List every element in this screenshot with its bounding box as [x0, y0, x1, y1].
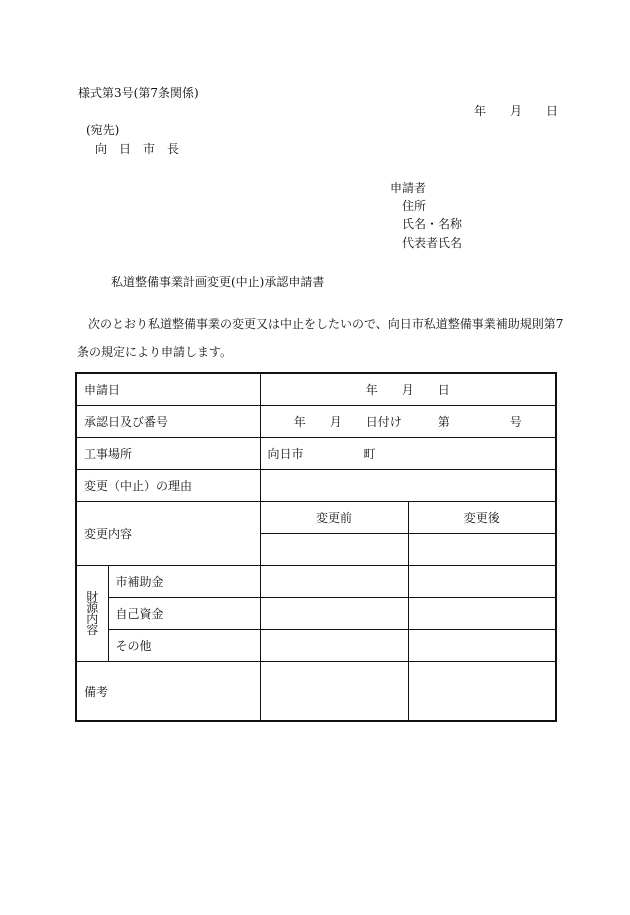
site-value: 向日市 町 [260, 438, 556, 470]
before-label: 変更前 [260, 502, 408, 534]
applicant-name-label: 氏名・名称 [402, 217, 463, 231]
addressee: 向 日 市 長 [95, 142, 180, 156]
funding-before-value [260, 630, 408, 662]
reason-label: 変更（中止）の理由 [76, 470, 260, 502]
table-row [76, 566, 556, 598]
remarks-label: 備考 [76, 662, 260, 722]
table-row [76, 438, 556, 470]
table-row [76, 470, 556, 502]
funding-after-value [408, 598, 556, 630]
body-text-line1: 次のとおり私道整備事業の変更又は中止をしたいので、向日市私道整備事業補助規則第7 [88, 317, 564, 331]
form-number: 様式第3号(第7条関係) [78, 86, 199, 100]
changes-after-value [408, 534, 556, 566]
approval-value: 年 月 日付け 第 号 [260, 406, 556, 438]
funding-label [76, 566, 108, 662]
addressee-label: (宛先) [86, 123, 120, 137]
application-date-label: 申請日 [76, 373, 260, 406]
approval-label: 承認日及び番号 [76, 406, 260, 438]
funding-char: 容 [86, 622, 99, 637]
application-date-value: 年 月 日 [260, 373, 556, 406]
remarks-after-value [408, 662, 556, 722]
submission-date: 年 月 日 [474, 104, 559, 118]
remarks-before-value [260, 662, 408, 722]
table-row [76, 598, 556, 630]
funding-after-value [408, 630, 556, 662]
application-table [75, 372, 557, 722]
funding-after-value [408, 566, 556, 598]
body-text-line2: 条の規定により申請します。 [77, 345, 233, 359]
funding-char: 内 [86, 611, 99, 626]
funding-char: 財 [86, 589, 99, 604]
table-row [76, 662, 556, 722]
table-row [76, 502, 556, 534]
changes-label: 変更内容 [76, 502, 260, 566]
table-row [76, 373, 556, 406]
document-title: 私道整備事業計画変更(中止)承認申請書 [111, 275, 325, 289]
funding-item-other: その他 [108, 630, 260, 662]
funding-item-city-subsidy: 市補助金 [108, 566, 260, 598]
applicant-title: 申請者 [390, 181, 427, 195]
table-row [76, 630, 556, 662]
funding-before-value [260, 566, 408, 598]
table-row [76, 406, 556, 438]
funding-char: 源 [86, 600, 99, 615]
reason-value [260, 470, 556, 502]
changes-before-value [260, 534, 408, 566]
funding-before-value [260, 598, 408, 630]
applicant-representative-label: 代表者氏名 [402, 236, 463, 250]
applicant-address-label: 住所 [402, 199, 427, 213]
funding-item-own-funds: 自己資金 [108, 598, 260, 630]
site-label: 工事場所 [76, 438, 260, 470]
after-label: 変更後 [408, 502, 556, 534]
